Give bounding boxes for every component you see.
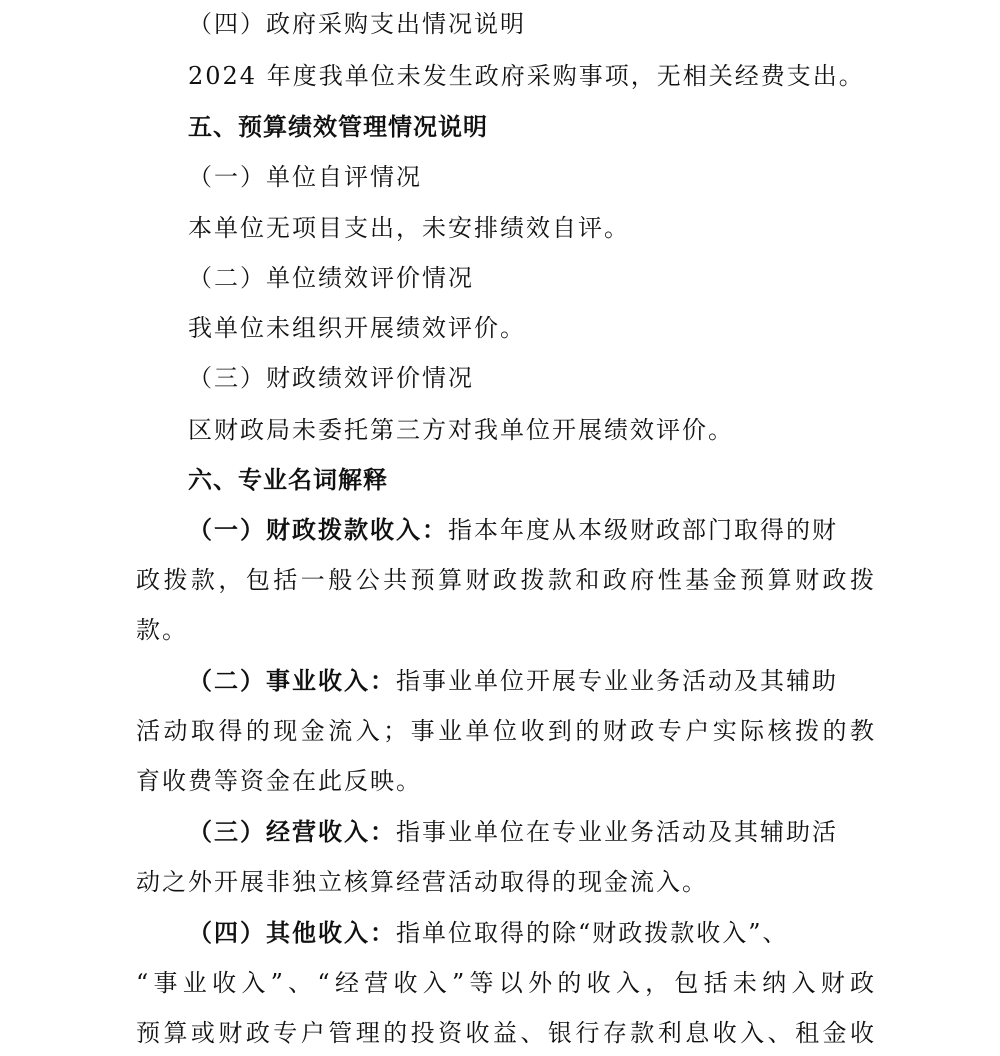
finance-eval-subheading: （三）财政绩效评价情况: [188, 364, 474, 392]
procurement-subheading: （四）政府采购支出情况说明: [188, 10, 526, 38]
glossary-term: （一）财政拨款收入：: [188, 516, 448, 544]
glossary-definition: 款。: [136, 616, 188, 644]
glossary-definition: 政拨款，包括一般公共预算财政拨款和政府性基金预算财政拨: [136, 566, 876, 594]
unit-eval-body: 我单位未组织开展绩效评价。: [188, 314, 526, 342]
glossary-item-4-first-line: [188, 917, 789, 949]
glossary-definition: 动之外开展非独立核算经营活动取得的现金流入。: [136, 868, 708, 896]
finance-eval-body: 区财政局未委托第三方对我单位开展绩效评价。: [188, 416, 734, 444]
unit-eval-subheading: （二）单位绩效评价情况: [188, 264, 474, 292]
procurement-body: 2024 年度我单位未发生政府采购事项，无相关经费支出。: [188, 62, 865, 90]
self-eval-subheading: （一）单位自评情况: [188, 163, 422, 191]
glossary-definition: 育收费等资金在此反映。: [136, 767, 422, 795]
glossary-definition: 活动取得的现金流入；事业单位收到的财政专户实际核拨的教: [136, 717, 876, 745]
glossary-term: （四）其他收入：: [188, 919, 396, 947]
glossary-item-1-first-line: [188, 514, 838, 546]
glossary-definition: “事业收入”、“经营收入”等以外的收入，包括未纳入财政: [136, 969, 876, 997]
glossary-term: （二）事业收入：: [188, 667, 396, 695]
glossary-definition: 指事业单位开展专业业务活动及其辅助: [396, 667, 838, 695]
glossary-item-3-first-line: [188, 816, 838, 848]
glossary-definition: 预算或财政专户管理的投资收益、银行存款利息收入、租金收: [136, 1019, 876, 1047]
glossary-definition: 指本年度从本级财政部门取得的财: [448, 516, 838, 544]
glossary-term: （三）经营收入：: [188, 818, 396, 846]
glossary-heading: 六、专业名词解释: [188, 466, 388, 494]
glossary-definition: 指事业单位在专业业务活动及其辅助活: [396, 818, 838, 846]
performance-heading: 五、预算绩效管理情况说明: [188, 113, 488, 141]
glossary-item-2-first-line: [188, 665, 838, 697]
glossary-definition: 指单位取得的除“财政拨款收入”、: [396, 919, 789, 947]
self-eval-body: 本单位无项目支出，未安排绩效自评。: [188, 214, 630, 242]
